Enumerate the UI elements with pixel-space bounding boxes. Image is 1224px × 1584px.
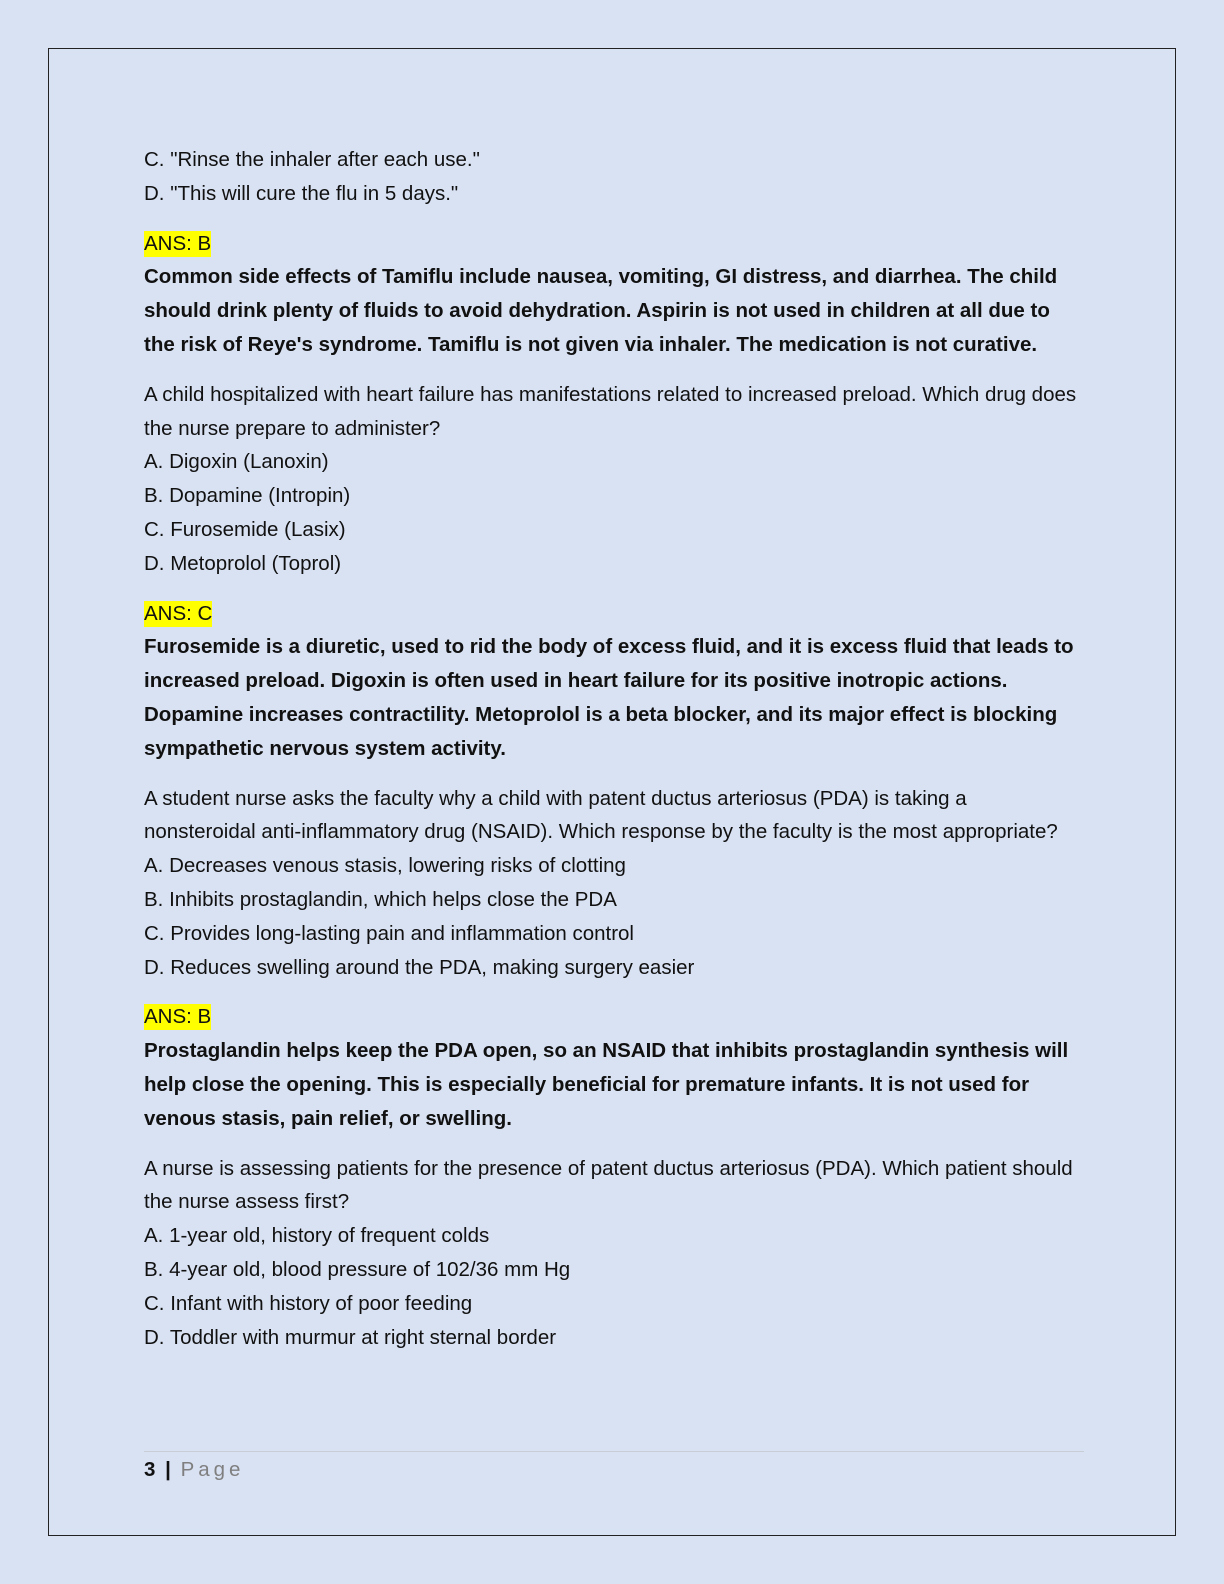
- option-a: A. Decreases venous stasis, lowering risks of clotting: [144, 854, 626, 878]
- page-number: 3: [144, 1458, 156, 1481]
- option-a: A. Digoxin (Lanoxin): [144, 450, 329, 474]
- rationale: Prostaglandin helps keep the PDA open, so an NSAID that inhibits prostaglandin synthesis will help close the opening. This is especially beneficial for premature infants. It is not used for venous stasis, pain relief, or swelling.: [144, 1039, 1069, 1130]
- option-c: C. Provides long-lasting pain and inflammation control: [144, 921, 634, 945]
- spacer: [144, 362, 1084, 378]
- rationale: Common side effects of Tamiflu include nausea, vomiting, GI distress, and diarrhea. The child should drink plenty of fluids to avoid dehydration. Aspirin is not used in children at all due to the risk of Reye's syndrome. Tamiflu is not given via inhaler. The medication is not curative.: [144, 265, 1058, 356]
- page-footer: [144, 1455, 244, 1485]
- option-a: A. 1-year old, history of frequent colds: [144, 1224, 490, 1248]
- question-stem: A child hospitalized with heart failure has manifestations related to increased preload. Which drug does the nurse prepare to administer?: [144, 382, 1077, 440]
- spacer: [144, 581, 1084, 597]
- answer-line: [144, 1000, 1084, 1034]
- answer-highlight: ANS: C: [144, 601, 213, 625]
- option-c: C. Furosemide (Lasix): [144, 517, 346, 541]
- option-d: D. Reduces swelling around the PDA, making surgery easier: [144, 955, 695, 979]
- spacer: [144, 766, 1084, 782]
- option-d: D. Toddler with murmur at right sternal border: [144, 1325, 557, 1349]
- answer-line: [144, 597, 1084, 631]
- footer-separator: |: [165, 1458, 171, 1481]
- option-d: D. "This will cure the flu in 5 days.": [144, 181, 459, 205]
- footer-divider: [144, 1451, 1084, 1452]
- question-stem: A student nurse asks the faculty why a child with patent ductus arteriosus (PDA) is taking a nonsteroidal anti-inflammatory drug (NSAID). Which response by the faculty is the most appropriate?: [144, 786, 1058, 844]
- spacer: [144, 1136, 1084, 1152]
- option-b: B. Inhibits prostaglandin, which helps close the PDA: [144, 887, 617, 911]
- page-label: Page: [180, 1458, 245, 1481]
- rationale: Furosemide is a diuretic, used to rid the body of excess fluid, and it is excess fluid that leads to increased preload. Digoxin is often used in heart failure for its positive inotropic actions. Dopamine increases contractility. Metoprolol is a beta blocker, and its major effect is blocking sympathetic nervous system activity.: [144, 635, 1074, 760]
- document-body: [144, 143, 1084, 1354]
- spacer: [144, 211, 1084, 227]
- option-b: B. Dopamine (Intropin): [144, 484, 351, 508]
- answer-highlight: ANS: B: [144, 231, 212, 255]
- option-c: C. "Rinse the inhaler after each use.": [144, 148, 480, 171]
- answer-line: [144, 227, 1084, 261]
- option-b: B. 4-year old, blood pressure of 102/36 mm Hg: [144, 1257, 571, 1281]
- spacer: [144, 984, 1084, 1000]
- question-stem: A nurse is assessing patients for the presence of patent ductus arteriosus (PDA). Which patient should the nurse assess first?: [144, 1156, 1073, 1214]
- option-c: C. Infant with history of poor feeding: [144, 1291, 473, 1315]
- answer-highlight: ANS: B: [144, 1005, 212, 1029]
- option-d: D. Metoprolol (Toprol): [144, 551, 342, 575]
